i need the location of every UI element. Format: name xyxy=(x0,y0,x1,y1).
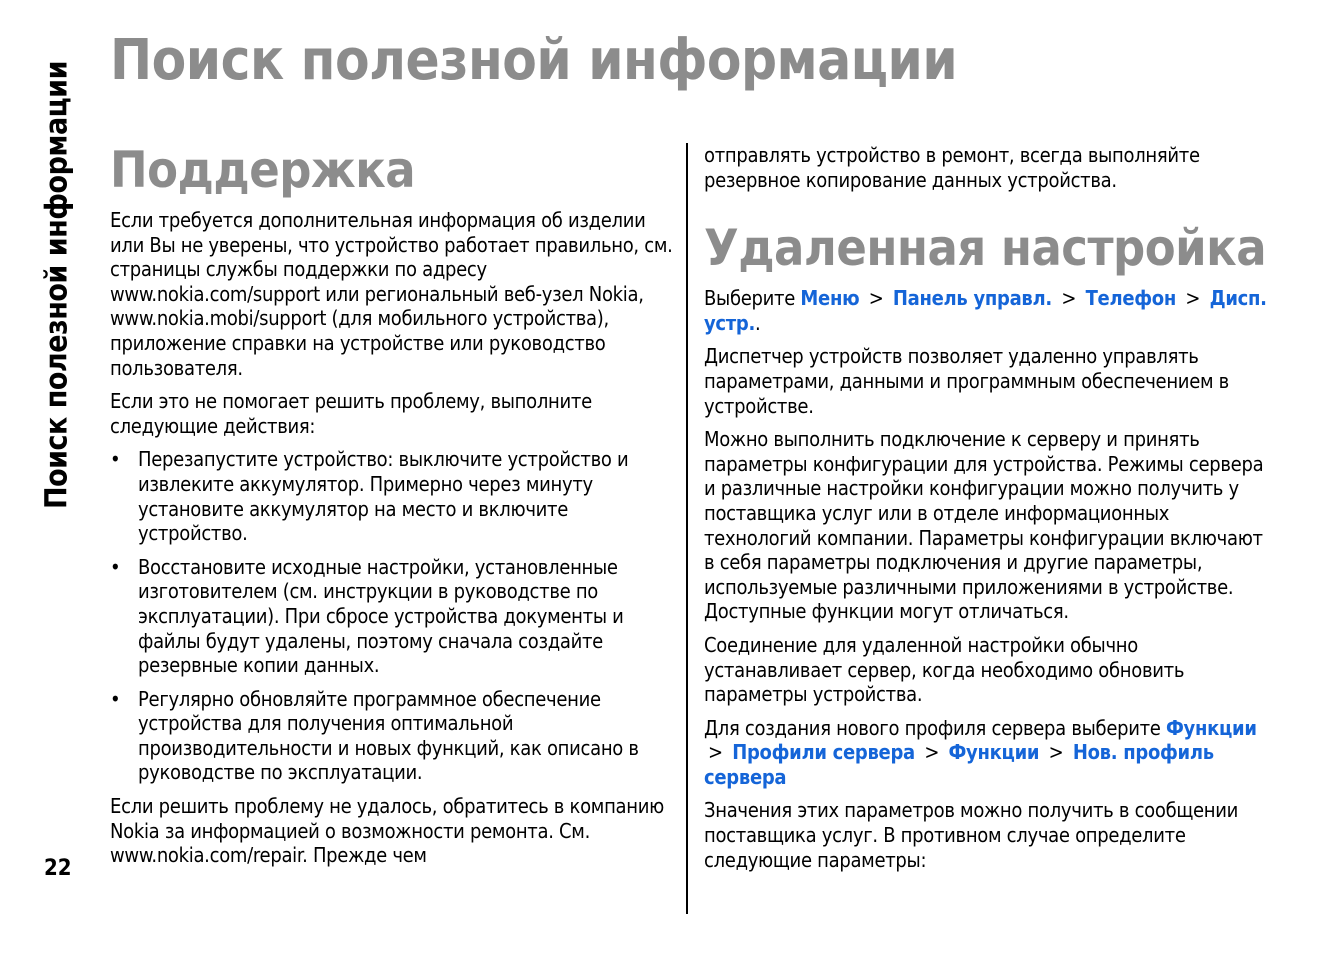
page-title: Поиск полезной информации xyxy=(110,28,958,93)
list-item: • Регулярно обновляйте программное обеспечение устройства для получения оптимальной производительности и новых функций, как описано в руководстве по эксплуатации. xyxy=(110,687,675,785)
remote-paragraph-2: Можно выполнить подключение к серверу и принять параметры конфигурации для устройства. Режимы сервера и различные настройки конфигурации можно получить у поставщика услуг или в отделе информационных технологий компании. Параметры конфигурации включают в себя параметры подключения и другие параметры, используемые различными приложениями в устройстве. Доступные функции могут отличаться. xyxy=(704,427,1264,624)
column-divider xyxy=(686,143,688,914)
support-paragraph-2: Если это не помогает решить проблему, выполните следующие действия: xyxy=(110,389,592,438)
menu-link-functions[interactable]: Функции xyxy=(1166,715,1257,740)
profile-path-prefix: Для создания нового профиля сервера выберите xyxy=(704,715,1161,740)
remote-paragraph-1: Диспетчер устройств позволяет удаленно управлять параметрами, данными и программным обеспечением в устройстве. xyxy=(704,344,1229,418)
path-separator: > xyxy=(1185,286,1201,311)
menu-link-phone[interactable]: Телефон xyxy=(1085,286,1176,311)
remote-config-heading: Удаленная настройка xyxy=(704,219,1267,278)
sidebar-section-label xyxy=(40,40,74,530)
path-separator: > xyxy=(868,286,884,311)
remote-paragraph-4: Значения этих параметров можно получить в сообщении поставщика услуг. В противном случае определите следующие параметры: xyxy=(704,798,1239,872)
troubleshooting-list xyxy=(110,447,675,785)
support-paragraph-3: Если решить проблему не удалось, обратитесь в компанию Nokia за информацией о возможности ремонта. См. www.nokia.com/repair. Прежде чем xyxy=(110,794,664,868)
path-separator: > xyxy=(1048,740,1064,765)
menu-link-device-manager[interactable]: Дисп. устр. xyxy=(704,286,1267,335)
path-separator: > xyxy=(708,740,723,765)
menu-path-prefix: Выберите xyxy=(704,286,795,311)
remote-paragraph-3: Соединение для удаленной настройки обычно устанавливает сервер, когда необходимо обновить параметры устройства. xyxy=(704,632,1185,707)
left-column xyxy=(110,140,675,877)
path-separator: > xyxy=(924,740,940,765)
page-number: 22 xyxy=(44,856,72,881)
menu-link-menu[interactable]: Меню xyxy=(800,286,860,311)
path-end: . xyxy=(755,310,761,335)
list-item: • Восстановите исходные настройки, установленные изготовителем (см. инструкции в руководстве по эксплуатации). При сбросе устройства документы и файлы будут удалены, поэтому сначала создайте резервные копии данных. xyxy=(110,555,675,678)
list-item: • Перезапустите устройство: выключите устройство и извлеките аккумулятор. Примерно через минуту установите аккумулятор на место и включите устройство. xyxy=(110,447,675,545)
menu-link-new-server-profile[interactable]: Нов. профиль сервера xyxy=(704,740,1214,789)
right-column xyxy=(704,143,1274,881)
support-heading: Поддержка xyxy=(110,141,416,199)
menu-link-functions-2[interactable]: Функции xyxy=(948,740,1040,765)
support-paragraph-1: Если требуется дополнительная информация об изделии или Вы не уверены, что устройство работает правильно, см. страницы службы поддержки по адресу www.nokia.com/support или региональный веб-узел Nokia, www.nokia.mobi/support (для мобильного устройства), приложение справки на устройстве или руководство пользователя. xyxy=(110,208,673,380)
path-separator: > xyxy=(1061,286,1077,311)
menu-link-server-profiles[interactable]: Профили сервера xyxy=(732,740,915,765)
profile-path xyxy=(704,716,1274,790)
sidebar-section-label-text: Поиск полезной информации xyxy=(39,60,75,510)
menu-path xyxy=(704,286,1274,335)
support-paragraph-3-continued: отправлять устройство в ремонт, всегда выполняйте резервное копирование данных устройства. xyxy=(704,143,1200,192)
menu-link-control-panel[interactable]: Панель управл. xyxy=(892,286,1052,311)
